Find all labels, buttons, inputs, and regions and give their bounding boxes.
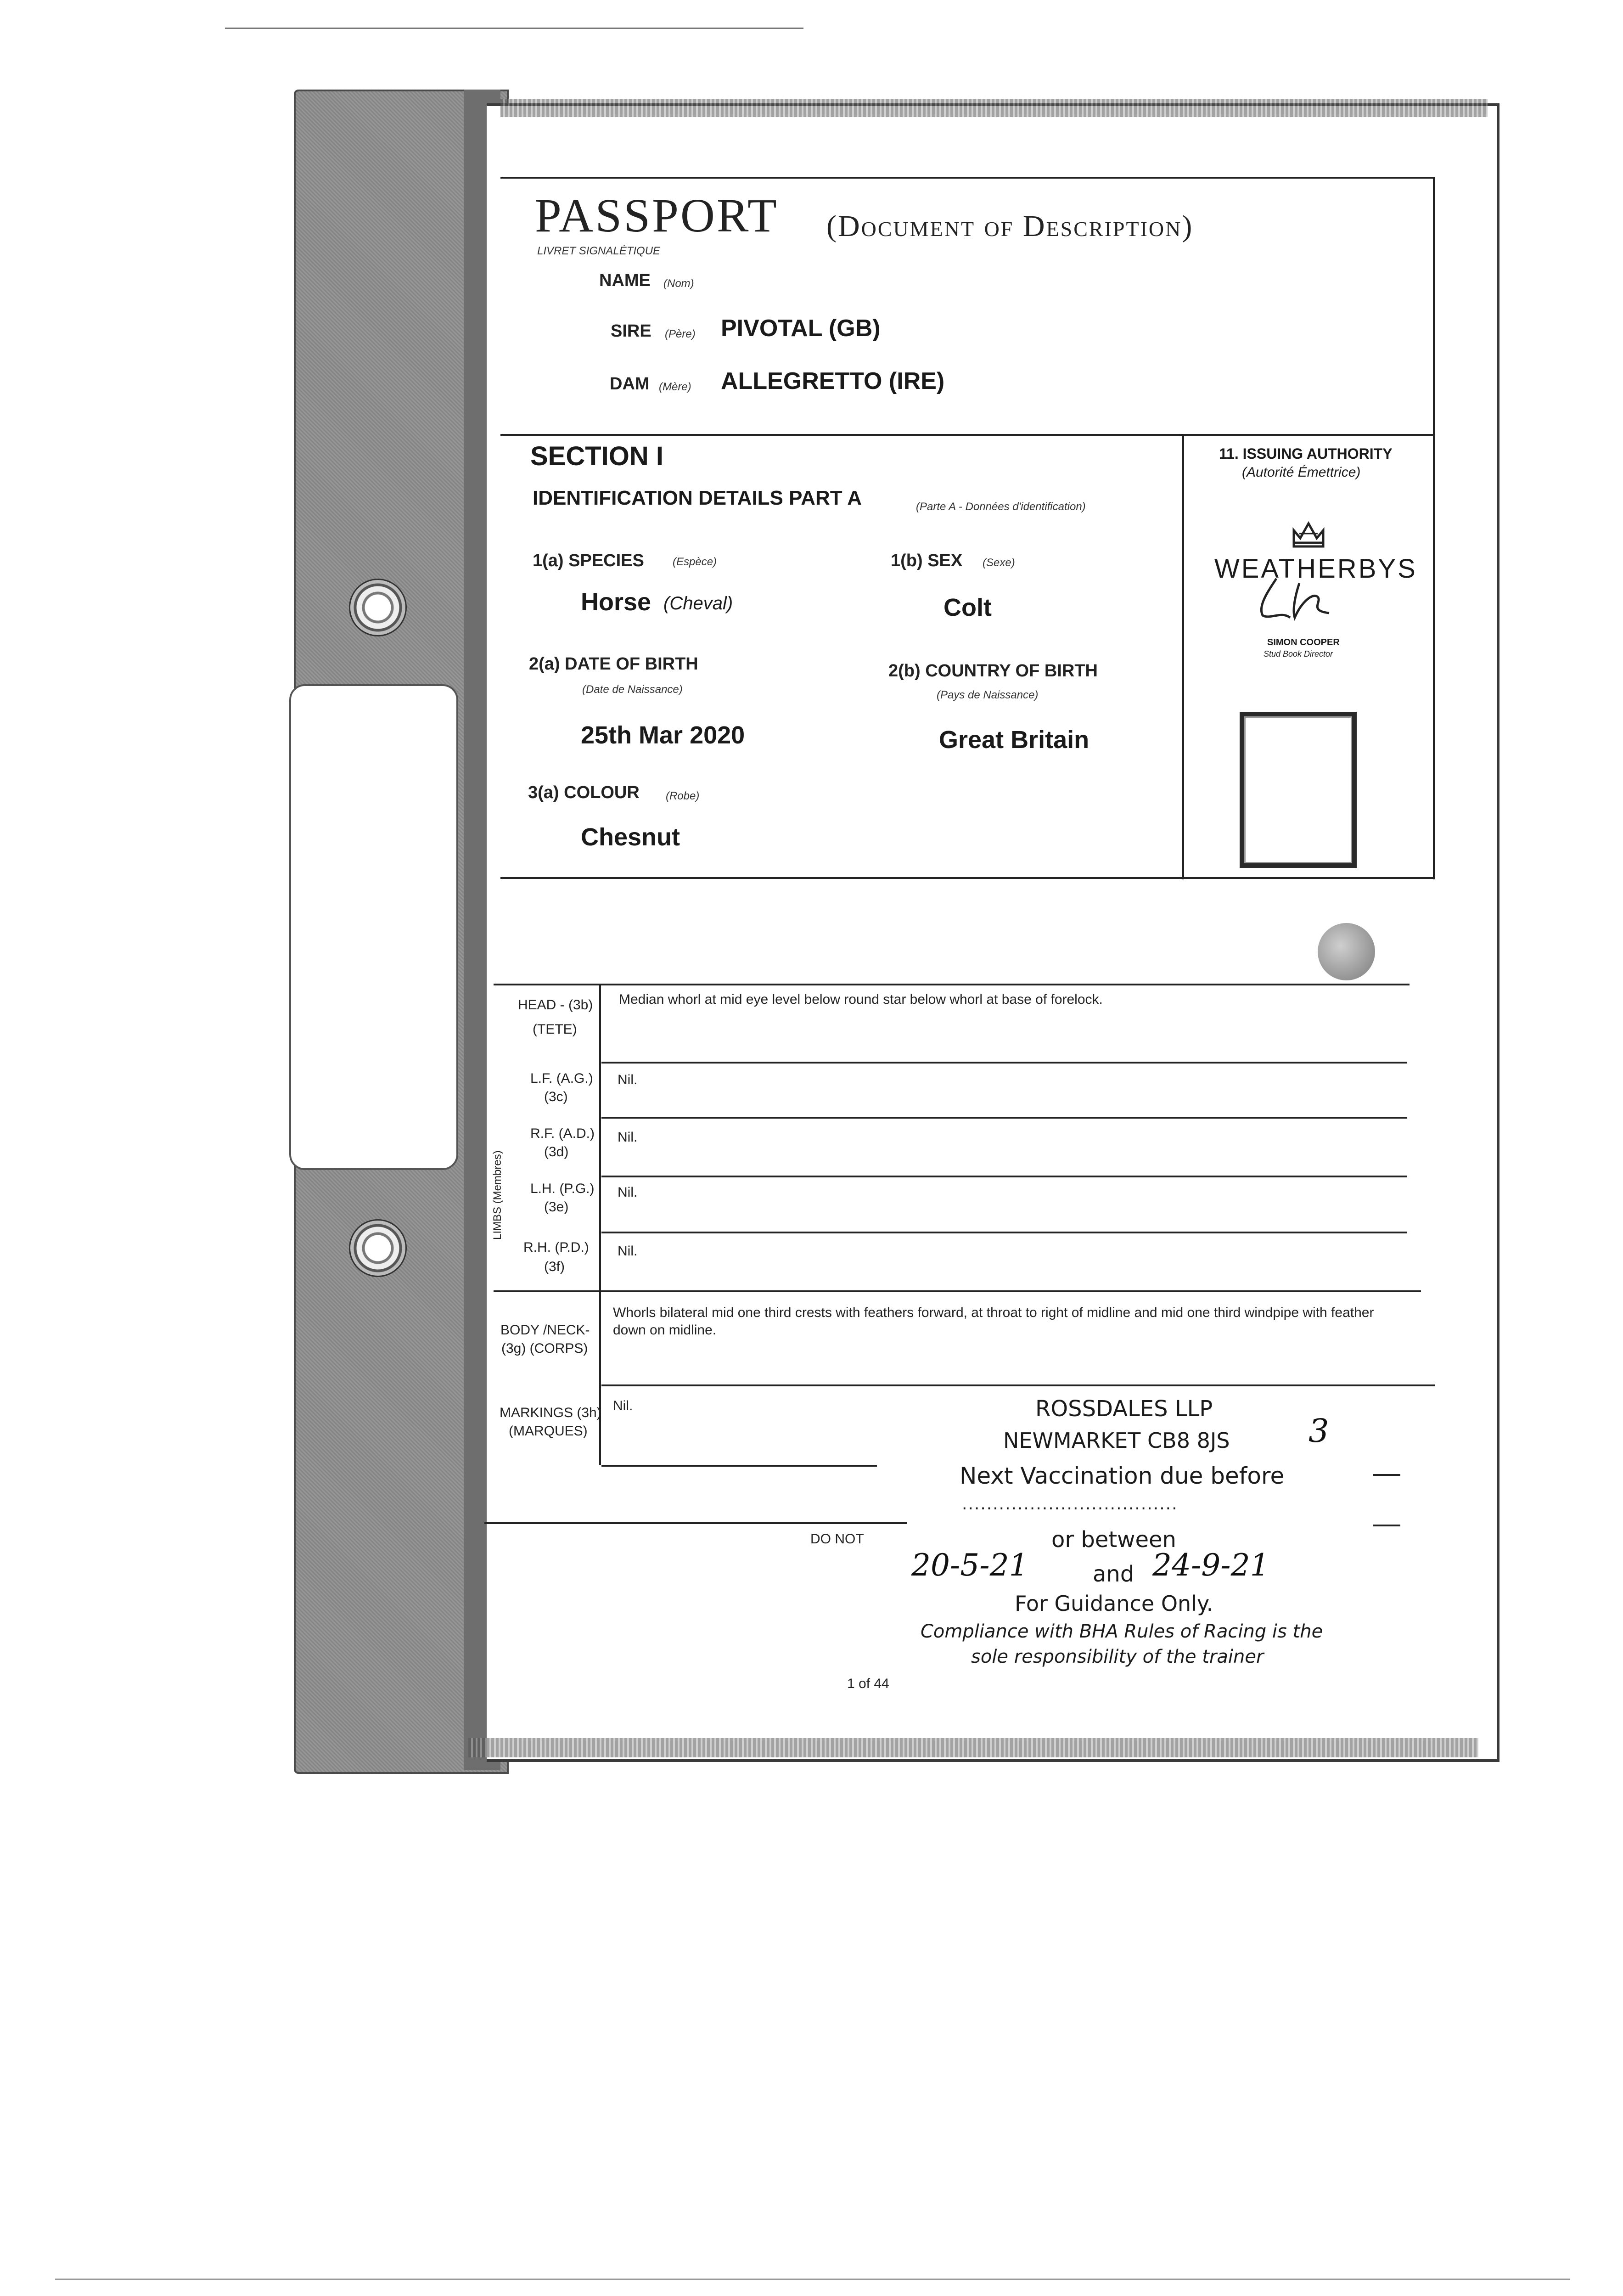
body-description: Whorls bilateral mid one third crests with feathers forward, at throat to right of midline and mid one third windpipe with feather down on midline. (613, 1305, 1374, 1338)
sex-value: Colt (943, 594, 992, 621)
section-subtitle-fr: (Parte A - Données d'identification) (916, 501, 1086, 513)
dam-value: ALLEGRETTO (IRE) (721, 368, 945, 394)
head-description: Median whorl at mid eye level below round star below whorl at base of forelock. (619, 992, 1103, 1007)
sex-label-fr: (Sexe) (983, 557, 1015, 569)
passport-subtitle: (Document of Description) (826, 209, 1194, 243)
binder-label-window (289, 684, 458, 1170)
colour-value: Chesnut (581, 823, 680, 851)
species-label-fr: (Espèce) (673, 556, 717, 568)
dob-label-fr: (Date de Naissance) (582, 683, 683, 696)
limb-rh-value: Nil. (618, 1244, 638, 1259)
stamp-practice-name: ROSSDALES LLP (1035, 1396, 1213, 1422)
species-value: Horse (581, 588, 651, 616)
signature-icon (1249, 574, 1345, 625)
signatory-role: Stud Book Director (1264, 649, 1333, 658)
seal-dot-icon (1318, 923, 1375, 980)
handwritten-number: 3 (1309, 1412, 1329, 1450)
species-label: 1(a) SPECIES (533, 551, 644, 570)
limb-lf-value: Nil. (618, 1072, 638, 1087)
dam-label: DAM (610, 374, 650, 394)
page-bottom-edge (468, 1738, 1478, 1757)
section-subtitle: IDENTIFICATION DETAILS PART A (533, 487, 862, 509)
colour-label: 3(a) COLOUR (528, 783, 640, 802)
weatherbys-logo: WEATHERBYS (1214, 554, 1417, 584)
binder-ring-icon (349, 1219, 407, 1277)
passport-title-fr: LIVRET SIGNALÉTIQUE (537, 245, 661, 257)
limb-rf-label: R.F. (A.D.) (530, 1126, 595, 1141)
sire-label: SIRE (611, 321, 651, 341)
limb-rf-value: Nil. (618, 1130, 638, 1145)
sex-label: 1(b) SEX (891, 551, 963, 570)
sire-value: PIVOTAL (GB) (721, 315, 881, 342)
cob-label-fr: (Pays de Naissance) (937, 689, 1039, 701)
limb-lf-code: (3c) (544, 1089, 568, 1104)
stamp-guidance: For Guidance Only. (1015, 1591, 1213, 1616)
page-number: 1 of 44 (847, 1676, 889, 1691)
limb-rh-label: R.H. (P.D.) (523, 1240, 589, 1255)
limb-lh-value: Nil. (618, 1185, 638, 1200)
head-label-fr: (TETE) (533, 1022, 577, 1037)
limbs-group-label: LIMBS (Membres) (491, 1150, 504, 1240)
limb-lh-code: (3e) (544, 1199, 569, 1215)
section-title: SECTION I (530, 441, 664, 471)
cob-value: Great Britain (939, 726, 1089, 754)
handwritten-date-to: 24-9-21 (1152, 1548, 1269, 1583)
cob-label: 2(b) COUNTRY OF BIRTH (888, 661, 1098, 681)
dob-value: 25th Mar 2020 (581, 721, 745, 749)
limb-rh-code: (3f) (544, 1259, 565, 1274)
colour-label-fr: (Robe) (666, 790, 700, 802)
limb-rf-code: (3d) (544, 1144, 569, 1159)
hologram-box (1240, 712, 1357, 868)
issuing-authority-fr: (Autorité Émettrice) (1242, 465, 1361, 480)
body-label: BODY /NECK- (500, 1322, 590, 1338)
name-label: NAME (599, 271, 651, 290)
issuing-authority-label: 11. ISSUING AUTHORITY (1219, 445, 1393, 462)
signatory-name: SIMON COOPER (1267, 637, 1340, 647)
stamp-compliance-line2: sole responsibility of the trainer (971, 1646, 1264, 1667)
dob-label: 2(a) DATE OF BIRTH (529, 654, 698, 674)
crown-icon (1290, 519, 1327, 551)
stamp-next-vaccination: Next Vaccination due before (960, 1463, 1285, 1489)
passport-title: PASSPORT (535, 189, 779, 242)
species-value-fr: (Cheval) (663, 593, 733, 613)
sire-label-fr: (Père) (665, 328, 696, 340)
markings-value: Nil. (613, 1398, 633, 1413)
stamp-address: NEWMARKET CB8 8JS (1003, 1428, 1230, 1453)
name-label-fr: (Nom) (663, 277, 694, 290)
body-label-code: (3g) (CORPS) (501, 1341, 588, 1356)
handwritten-date-from: 20-5-21 (911, 1548, 1028, 1583)
head-label: HEAD - (3b) (518, 997, 593, 1013)
binder-ring-icon (349, 579, 407, 636)
dam-label-fr: (Mère) (659, 381, 691, 393)
limb-lh-label: L.H. (P.G.) (530, 1181, 595, 1196)
markings-label: MARKINGS (3h) (500, 1405, 601, 1420)
stamp-or-between: or between (1051, 1527, 1176, 1553)
page-top-edge (500, 99, 1488, 117)
do-not-text: DO NOT (810, 1531, 864, 1547)
limb-lf-label: L.F. (A.G.) (530, 1071, 593, 1086)
stamp-and: and (1093, 1561, 1134, 1587)
stamp-compliance-line1: Compliance with BHA Rules of Racing is the (921, 1621, 1323, 1642)
markings-label-fr: (MARQUES) (509, 1424, 588, 1439)
stamp-dotted-line: ................................... (962, 1495, 1178, 1514)
